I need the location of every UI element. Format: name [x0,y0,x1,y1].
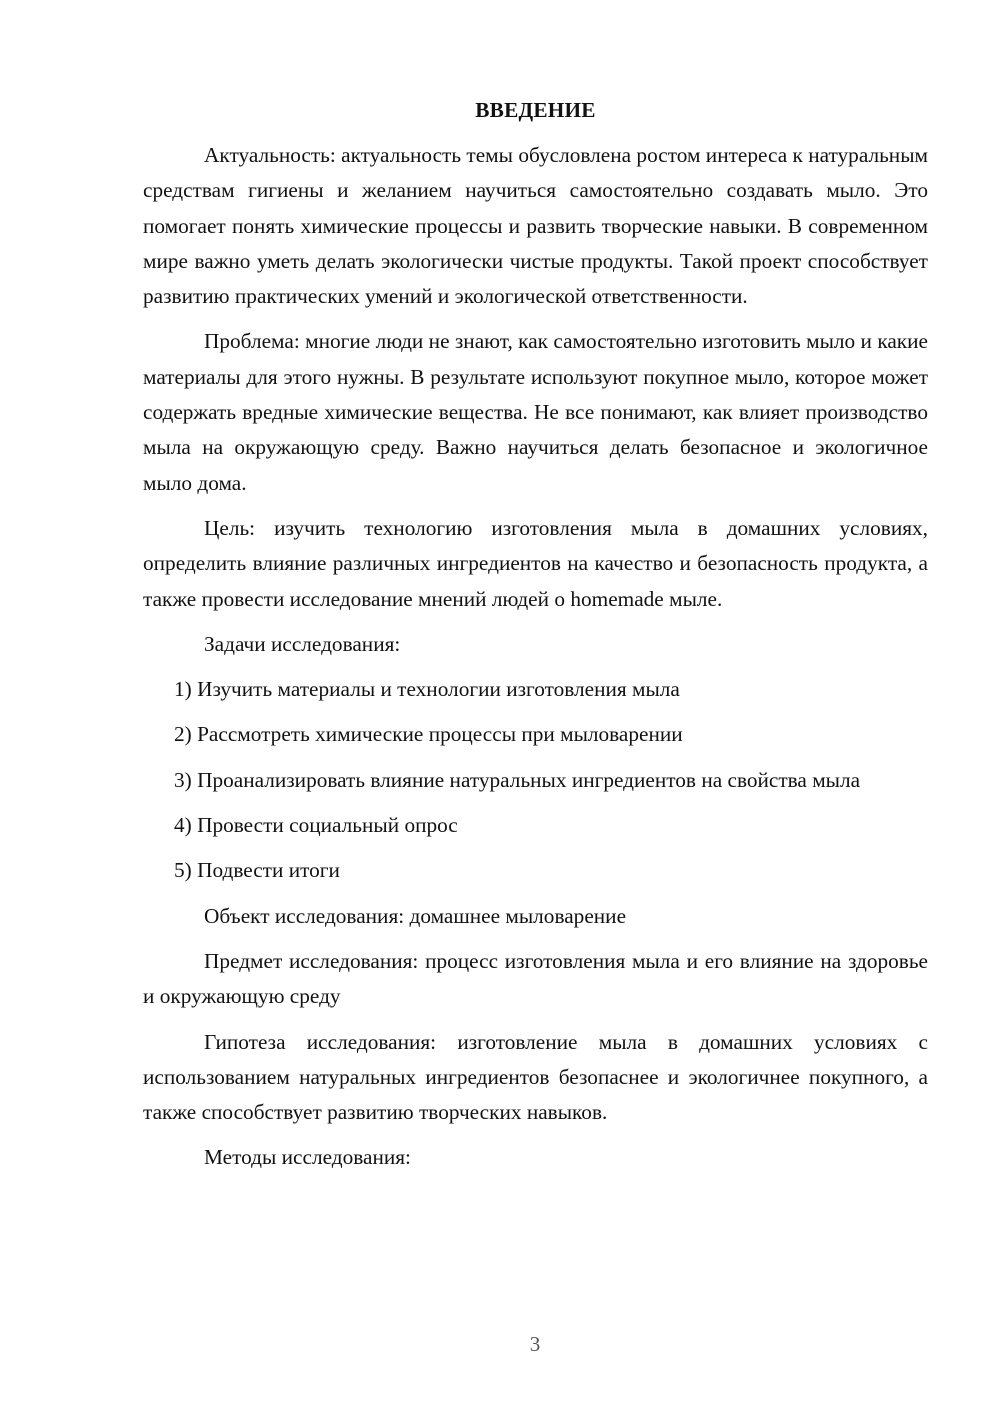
paragraph-object: Объект исследования: домашнее мыловарение [204,903,627,928]
paragraph-subject: Предмет исследования: процесс изготовления мыла и его влияние на здоровье и окружающую среду [143,948,928,1009]
task-item-5: 5) Подвести итоги [174,858,340,883]
tasks-heading: Задачи исследования: [204,631,401,656]
paragraph-problem: Проблема: многие люди не знают, как самостоятельно изготовить мыло и какие материалы для этого нужны. В результате используют покупное мыло, которое может содержать вредные химические вещества. Не все понимают, как влияет производство мыла на окружающую среду. Важно научиться делать безопасное и экологичное мыло дома. [143,329,928,495]
section-title: ВВЕДЕНИЕ [475,98,596,122]
paragraph-goal: Цель: изучить технологию изготовления мыла в домашних условиях, определить влияние различных ингредиентов на качество и безопасность продукта, а также провести исследование мнений людей о homemade мыле. [143,515,928,611]
task-item-1: 1) Изучить материалы и технологии изготовления мыла [174,677,680,702]
tasks-list [143,672,928,888]
task-item-3: 3) Проанализировать влияние натуральных ингредиентов на свойства мыла [174,767,861,792]
document-body [143,93,928,1186]
task-item-4: 4) Провести социальный опрос [174,813,458,838]
paragraph-relevance: Актуальность: актуальность темы обусловлена ростом интереса к натуральным средствам гигиены и желанием научиться самостоятельно создавать мыло. Это помогает понять химические процессы и развить творческие навыки. В современном мире важно уметь делать экологически чистые продукты. Такой проект способствует развитию практических умений и экологической ответственности. [143,143,928,309]
methods-heading: Методы исследования: [204,1145,411,1170]
page-number: 3 [529,1332,541,1356]
paragraph-hypothesis: Гипотеза исследования: изготовление мыла в домашних условиях с использованием натуральных ингредиентов безопаснее и экологичнее покупного, а также способствует развитию творческих навыков. [143,1029,928,1125]
task-item-2: 2) Рассмотреть химические процессы при мыловарении [174,722,683,747]
